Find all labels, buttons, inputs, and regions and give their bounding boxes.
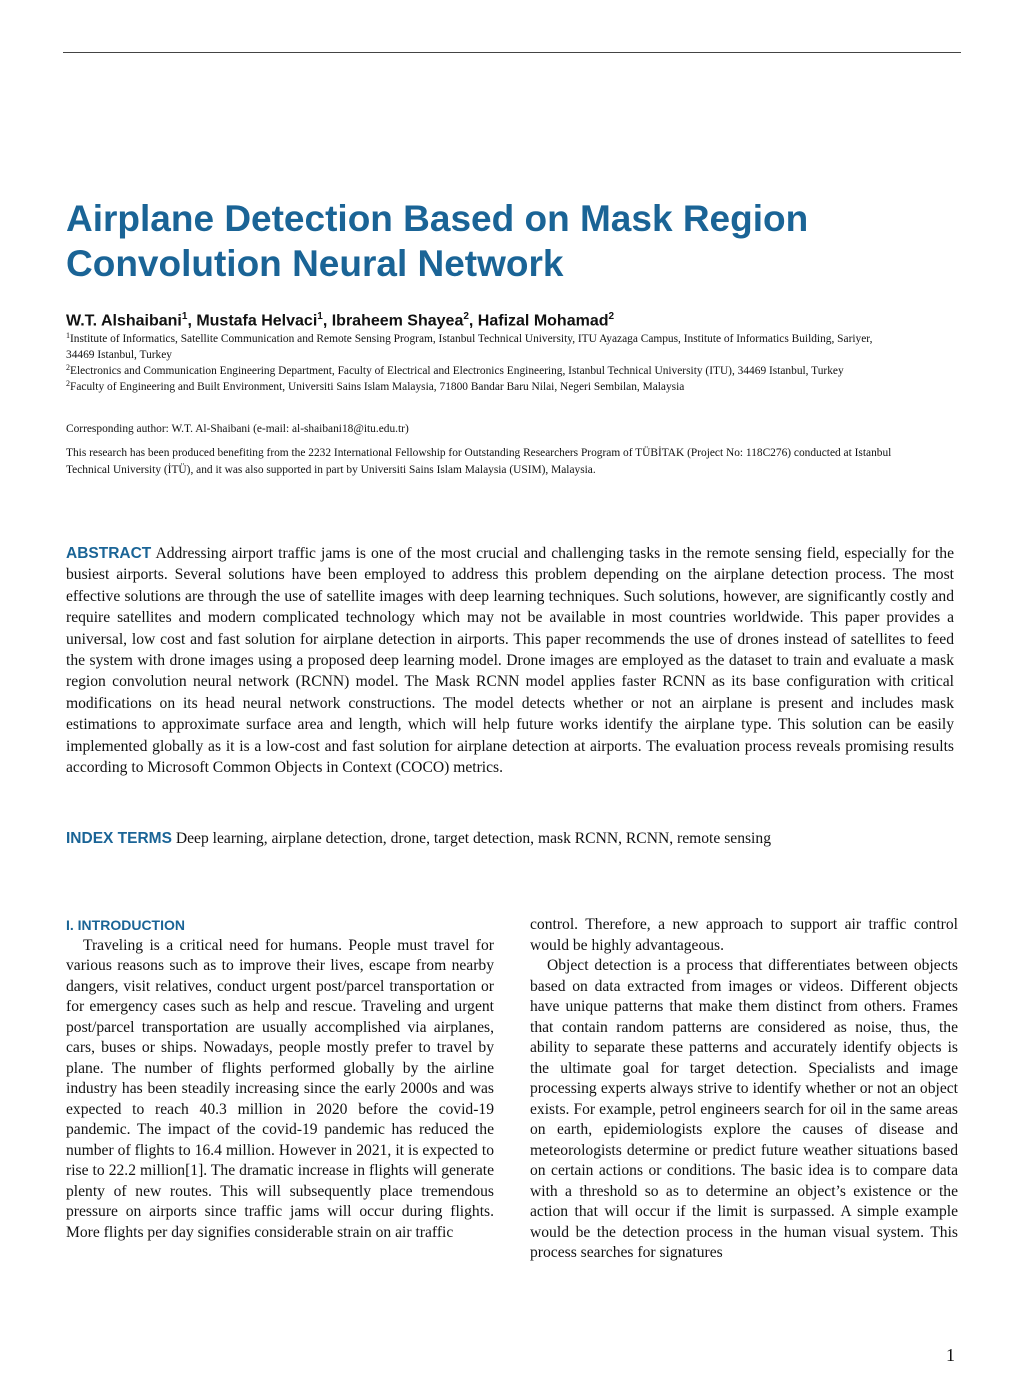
- right-column: [530, 915, 958, 1264]
- author-separator: ,: [322, 312, 332, 330]
- author-affiliation-mark: 1: [181, 311, 188, 322]
- corresponding-author: Corresponding author: W.T. Al-Shaibani (e-mail: al-shaibani18@itu.edu.tr): [66, 423, 409, 435]
- abstract: [66, 543, 954, 778]
- body-paragraph-continued: control. Therefore, a new approach to support air traffic control would be highly advantageous.: [530, 916, 958, 954]
- index-terms-text: Deep learning, airplane detection, drone, target detection, mask RCNN, RCNN, remote sensing: [175, 830, 771, 847]
- author-list: [66, 311, 614, 330]
- author-affiliation-mark: 2: [463, 311, 469, 322]
- author-separator: ,: [468, 312, 478, 330]
- paper-title: Airplane Detection Based on Mask Region Convolution Neural Network: [66, 198, 809, 284]
- header-rule: [63, 52, 961, 53]
- author-name: W.T. Alshaibani: [66, 312, 182, 330]
- affiliation-number: 2: [66, 379, 70, 388]
- author-affiliation-mark: 2: [608, 311, 615, 322]
- body-paragraph: Traveling is a critical need for humans. People must travel for various reasons such as to improve their lives, escape from nearby dangers, visit relatives, conduct urgent post/parcel transportation or for emergency cases such as help and rescue. Traveling and urgent post/parcel transportation are usually accomplished via airplanes, cars, buses or ships. Nowadays, people mostly prefer to travel by plane. The number of flights performed globally by the airline industry has been steadily increasing since the early 2000s and was expected to reach 40.3 million in 2020 before the covid-19 pandemic. The impact of the covid-19 pandemic has reduced the number of flights to 16.4 million. However in 2021, it is expected to rise to 22.2 million[1]. The dramatic increase in flights will generate plenty of new routes. This will subsequently place tremendous pressure on airports since traffic jams will occur during flights. More flights per day signifies considerable strain on air traffic: [66, 936, 494, 1241]
- index-terms-label: INDEX TERMS: [66, 830, 172, 847]
- affiliation-number: 2: [66, 363, 70, 372]
- author-affiliation-mark: 1: [317, 311, 323, 322]
- author-name: Mustafa Helvaci: [196, 312, 318, 330]
- affiliations: [66, 331, 886, 395]
- body-paragraph: Object detection is a process that differentiates between objects based on data extracted from images or videos. Different objects have unique patterns that make them distinct from others. Frames that contain random patterns are considered as noise, thus, the ability to separate these patterns and accurately identify objects is the ultimate goal for target detection. Specialists and image processing experts always strive to identify whether or not an object exists. For example, petrol engineers search for oil in the same areas on earth, epidemiologists explore the causes of disease and meteorologists determine or predict future weather situations based on certain actions or conditions. The basic idea is to compare data with a threshold so as to determine an object’s existence or the action that will occur if the limit is surpassed. A simple example would be the detection process in the human visual system. This process searches for signatures: [530, 957, 958, 1261]
- affiliation-number: 1: [66, 331, 70, 340]
- page-number: 1: [946, 1345, 955, 1365]
- author-separator: ,: [187, 312, 197, 330]
- abstract-label: ABSTRACT: [66, 545, 152, 562]
- affiliation: [66, 363, 886, 379]
- left-column: [66, 915, 494, 1243]
- index-terms: [66, 828, 954, 849]
- abstract-text: Addressing airport traffic jams is one of the most crucial and challenging tasks in the remote sensing field, especially for the busiest airports. Several solutions have been employed to address this problem depending on the airplane detection process. The most effective solutions are through the use of satellite images with deep learning techniques. Such solutions, however, are significantly costly and require satellites and modern complicated technology which may not be available in most countries worldwide. This paper provides a universal, low cost and fast solution for airplane detection in airports. This paper recommends the use of drones instead of satellites to feed the system with drone images using a proposed deep learning model. Drone images are employed as the dataset to train and evaluate a mask region convolution neural network (RCNN) model. The Mask RCNN model applies faster RCNN as its base configuration with critical modifications on its head neural network constructions. The model detects whether or not an airplane is present and includes mask estimations to approximate surface area and length, which will help future works identify the airplane type. This solution can be easily implemented globally as it is a low-cost and fast solution for airplane detection at airports. The evaluation process reveals promising results according to Microsoft Common Objects in Context (COCO) metrics.: [66, 545, 954, 777]
- affiliation-text: Electronics and Communication Engineering Department, Faculty of Electrical and Electronics Engineering, Istanbul Technical University (ITU), 34469 Istanbul, Turkey: [70, 365, 844, 377]
- funding-note: This research has been produced benefiting from the 2232 International Fellowship for Outstanding Researchers Program of TÜBİTAK (Project No: 118C276) conducted at Istanbul Technical University (İTÜ), and it was also supported in part by Universiti Sains Islam Malaysia (USIM), Malaysia.: [66, 447, 892, 476]
- affiliation: [66, 331, 886, 363]
- affiliation-text: Institute of Informatics, Satellite Communication and Remote Sensing Program, Istanbul Technical University, ITU Ayazaga Campus, Institute of Informatics Building, Sariyer, 34469 Istanbul, Turkey: [66, 333, 873, 361]
- author-name: Hafizal Mohamad: [477, 312, 609, 330]
- author-name: Ibraheem Shayea: [331, 312, 464, 330]
- affiliation-text: Faculty of Engineering and Built Environment, Universiti Sains Islam Malaysia, 71800 Bandar Baru Nilai, Negeri Sembilan, Malaysia: [70, 381, 685, 393]
- affiliation: [66, 379, 886, 395]
- section-heading-introduction: I. INTRODUCTION: [66, 917, 185, 933]
